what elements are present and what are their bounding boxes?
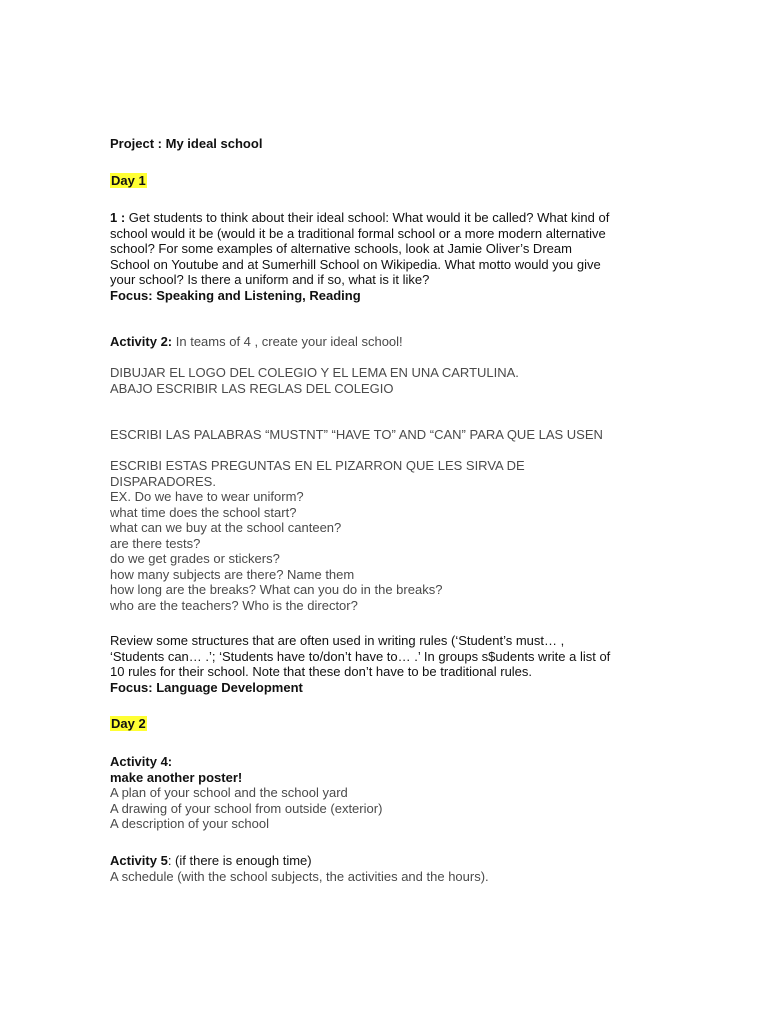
spanish-line-1: ABAJO ESCRIBIR LAS REGLAS DEL COLEGIO	[110, 380, 394, 396]
activity-5-line: A schedule (with the school subjects, the activities and the hours).	[110, 868, 489, 884]
question-line-9: who are the teachers? Who is the director?	[110, 597, 358, 613]
question-line-7: how many subjects are there? Name them	[110, 566, 355, 582]
question-line-1: DISPARADORES.	[110, 473, 216, 489]
day-1-heading	[110, 173, 670, 189]
activity-2-label: Activity 2:	[110, 334, 173, 349]
day-2-label: Day 2	[111, 716, 146, 731]
review-focus: Focus: Language Development	[110, 679, 303, 695]
item-1-number: 1 :	[110, 210, 126, 225]
item-1-line-1: school would it be (would it be a traditional formal school or a more modern alternative	[110, 225, 606, 241]
question-list	[110, 458, 670, 613]
question-line-8: how long are the breaks? What can you do in the breaks?	[110, 582, 443, 597]
spanish-line-0: DIBUJAR EL LOGO DEL COLEGIO Y EL LEMA EN UNA CARTULINA.	[110, 365, 519, 380]
day-2-heading	[110, 716, 670, 732]
review-paragraph	[110, 633, 670, 695]
spanish-instructions-2: ESCRIBI LAS PALABRAS “MUSTNT” “HAVE TO” AND “CAN” PARA QUE LAS USEN	[110, 427, 603, 442]
page-title: Project : My ideal school	[110, 136, 263, 151]
review-line-2: 10 rules for their school. Note that these don’t have to be traditional rules.	[110, 664, 533, 679]
item-1-line-0: Get students to think about their ideal school: What would it be called? What kind of	[125, 210, 610, 225]
activity-4-line-2: A description of your school	[110, 816, 269, 831]
item-1-paragraph	[110, 210, 670, 303]
question-line-5: are there tests?	[110, 535, 201, 551]
activity-4-line-1: A drawing of your school from outside (exterior)	[110, 800, 383, 816]
activity-5-block	[110, 853, 670, 884]
question-line-3: what time does the school start?	[110, 504, 297, 520]
spanish-instructions-1	[110, 365, 670, 396]
day-1-label: Day 1	[111, 173, 146, 188]
question-line-2: EX. Do we have to wear uniform?	[110, 489, 304, 504]
item-1-line-3: School on Youtube and at Sumerhill School on Wikipedia. What motto would you give	[110, 256, 601, 272]
review-line-1: ‘Students can… .’; ‘Students have to/don’t have to… .’ In groups s$udents write a list of	[110, 648, 611, 664]
activity-5-text: : (if there is enough time)	[167, 853, 312, 868]
question-line-6: do we get grades or stickers?	[110, 551, 280, 566]
activity-5-label: Activity 5	[110, 853, 168, 868]
question-line-0: ESCRIBI ESTAS PREGUNTAS EN EL PIZARRON QUE LES SIRVA DE	[110, 458, 525, 473]
activity-4-block	[110, 754, 670, 832]
activity-4-line-0: A plan of your school and the school yard	[110, 785, 348, 800]
review-line-0: Review some structures that are often used in writing rules (‘Student’s must… ,	[110, 633, 565, 648]
activity-4-subtitle: make another poster!	[110, 769, 243, 785]
question-line-4: what can we buy at the school canteen?	[110, 520, 342, 535]
item-1-line-4: your school? Is there a uniform and if so, what is it like?	[110, 272, 430, 287]
activity-4-label: Activity 4:	[110, 754, 173, 769]
activity-2-text: In teams of 4 , create your ideal school!	[172, 334, 403, 349]
item-1-focus: Focus: Speaking and Listening, Reading	[110, 287, 361, 303]
item-1-line-2: school? For some examples of alternative schools, look at Jamie Oliver’s Dream	[110, 241, 572, 256]
activity-2-line	[110, 334, 670, 350]
